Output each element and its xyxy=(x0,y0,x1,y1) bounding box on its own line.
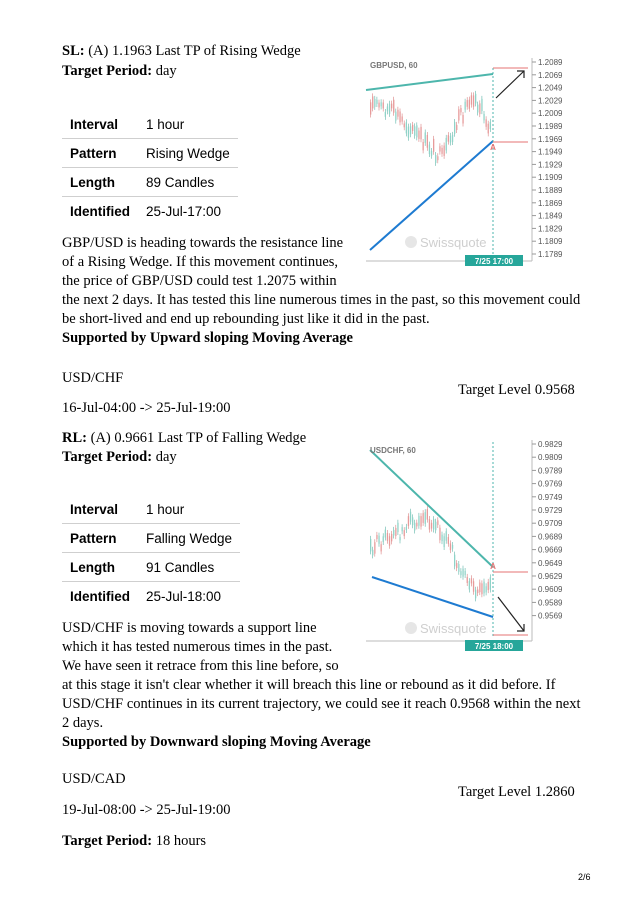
candle xyxy=(385,530,386,538)
candle xyxy=(477,590,478,594)
rl-label: RL: xyxy=(62,430,87,446)
axis-label: 1.1889 xyxy=(538,186,562,195)
support-line xyxy=(372,577,493,617)
candle xyxy=(465,571,466,575)
candle xyxy=(391,104,392,109)
axis-label: 0.9709 xyxy=(538,519,562,529)
candle xyxy=(416,125,417,137)
candle xyxy=(439,528,440,541)
candle xyxy=(404,530,405,536)
para-line: We have seen it retrace from this line before, so xyxy=(62,658,339,674)
axis-label: 1.1989 xyxy=(538,122,562,131)
candle xyxy=(483,114,484,120)
table-key: Pattern xyxy=(62,139,138,168)
chart-symbol: GBPUSD, 60 xyxy=(370,61,418,70)
candle xyxy=(486,586,487,592)
para-line: the next 2 days. It has tested this line numerous times in the past, so this movement could xyxy=(62,292,581,308)
candle xyxy=(473,581,474,591)
candle xyxy=(378,103,379,108)
axis-label: 1.1909 xyxy=(538,173,562,183)
candle xyxy=(376,535,377,539)
axis-label: 0.9589 xyxy=(538,598,562,608)
table-row xyxy=(62,495,240,524)
candle xyxy=(471,578,472,583)
candle xyxy=(458,564,459,572)
candle xyxy=(395,528,396,536)
candle xyxy=(475,590,476,599)
para-line: of a Rising Wedge. If this movement continues, xyxy=(62,254,339,270)
candle xyxy=(481,583,482,594)
table-value: 1 hour xyxy=(138,110,238,139)
sl-text: (A) 1.1963 Last TP of Rising Wedge xyxy=(88,43,301,59)
candle xyxy=(462,569,463,577)
candle xyxy=(469,581,470,589)
candle xyxy=(383,102,384,108)
axis-label: 0.9669 xyxy=(538,545,562,555)
table-row xyxy=(62,110,238,139)
target-period-label: Target Period: xyxy=(62,63,153,79)
table-key: Pattern xyxy=(62,524,138,553)
axis-label: 0.9649 xyxy=(538,558,562,568)
candle xyxy=(441,148,442,154)
candle xyxy=(452,135,453,142)
candle xyxy=(416,523,417,527)
candle xyxy=(372,550,373,556)
candle xyxy=(397,523,398,532)
candle xyxy=(448,537,449,544)
usdchf-pair: USD/CHF xyxy=(62,370,124,386)
axis-label: 0.9789 xyxy=(538,466,562,476)
table-key: Length xyxy=(62,168,138,197)
gbp-paragraph xyxy=(62,234,582,348)
table-key: Interval xyxy=(62,110,138,139)
axis-label: 1.1809 xyxy=(538,237,562,247)
candle xyxy=(490,577,491,589)
candle xyxy=(418,131,419,139)
chf-target-period xyxy=(62,448,362,467)
chf-rl-line xyxy=(62,429,362,448)
candle xyxy=(448,135,449,142)
chf-candles xyxy=(370,506,491,601)
table-key: Identified xyxy=(70,203,130,219)
candle xyxy=(437,520,438,525)
candle xyxy=(406,527,407,530)
axis-label: 1.2029 xyxy=(538,96,562,106)
para-line: 2 days. xyxy=(62,715,104,731)
candle xyxy=(404,123,405,127)
axis-label: 1.2049 xyxy=(538,83,562,93)
table-row xyxy=(62,139,238,168)
usdcad-pair: USD/CAD xyxy=(62,771,126,787)
candle xyxy=(378,536,379,544)
para-line: USD/CHF is moving towards a support line xyxy=(62,620,317,636)
candle xyxy=(456,125,457,130)
candle xyxy=(446,531,447,540)
candle xyxy=(458,109,459,120)
candle xyxy=(427,509,428,520)
axis-label: 1.2089 xyxy=(538,58,562,67)
chf-paragraph xyxy=(62,619,582,752)
candle xyxy=(406,122,407,133)
candle xyxy=(420,127,421,139)
axis-label: 0.9609 xyxy=(538,585,562,595)
candle xyxy=(486,119,487,127)
candle xyxy=(423,513,424,523)
supported-text: Supported by Upward sloping Moving Average xyxy=(62,330,353,346)
chf-info-table xyxy=(62,495,240,610)
candle xyxy=(452,545,453,549)
table-value: 25-Jul-18:00 xyxy=(146,588,222,604)
time-badge-label: 7/25 17:00 xyxy=(474,257,514,266)
candle xyxy=(387,106,388,111)
supported-line xyxy=(62,733,582,752)
candle xyxy=(389,104,390,114)
candle xyxy=(467,577,468,583)
axis-label: 1.1969 xyxy=(538,134,562,144)
gbp-info-table xyxy=(62,110,238,225)
table-value: 91 Candles xyxy=(138,553,240,582)
axis-label: 1.2069 xyxy=(538,70,562,80)
usdcad-target-period xyxy=(62,832,206,851)
gbp-target-period xyxy=(62,62,362,81)
resistance-line xyxy=(370,450,493,567)
candle xyxy=(441,535,442,542)
axis-label: 0.9749 xyxy=(538,492,562,502)
candle xyxy=(473,95,474,106)
projection-arrow xyxy=(496,71,524,98)
para-line: at this stage it isn't clear whether it will breach this line or rebound as it did before. If xyxy=(62,677,556,693)
candle xyxy=(456,563,457,568)
candle xyxy=(435,155,436,163)
para-line: GBP/USD is heading towards the resistance line xyxy=(62,235,344,251)
usdchf-range: 16-Jul-04:00 -> 25-Jul-19:00 xyxy=(62,400,231,416)
candle xyxy=(475,94,476,104)
candle xyxy=(389,536,390,546)
candle xyxy=(412,517,413,525)
candle xyxy=(420,516,421,526)
candle xyxy=(370,539,371,552)
candle xyxy=(402,527,403,531)
target-period-value: day xyxy=(155,63,177,79)
candle xyxy=(429,519,430,530)
target-period-value: 18 hours xyxy=(155,833,207,849)
candle xyxy=(408,127,409,138)
table-value: 25-Jul-17:00 xyxy=(146,203,222,219)
candle xyxy=(479,583,480,593)
axis-label: 1.1849 xyxy=(538,211,562,221)
candle xyxy=(444,145,445,155)
candle xyxy=(402,116,403,121)
candle xyxy=(414,523,415,531)
candle xyxy=(490,122,491,129)
candle xyxy=(372,96,373,108)
candle xyxy=(465,102,466,110)
candle xyxy=(387,533,388,541)
candle xyxy=(477,105,478,113)
candle xyxy=(370,102,371,114)
candle xyxy=(462,115,463,124)
candle xyxy=(488,124,489,134)
supported-text: Supported by Downward sloping Moving Average xyxy=(62,734,371,750)
candle xyxy=(381,544,382,551)
marker-a: A xyxy=(490,562,496,571)
table-key: Length xyxy=(62,553,138,582)
para-line: USD/CHF continues in its current trajectory, we could see it reach 0.9568 within the next xyxy=(62,696,581,712)
gbp-axis-labels xyxy=(532,58,562,259)
axis-label: 0.9629 xyxy=(538,572,562,581)
candle xyxy=(408,516,409,526)
rl-text: (A) 0.9661 Last TP of Falling Wedge xyxy=(90,430,307,446)
table-row xyxy=(62,197,238,226)
candle xyxy=(399,537,400,540)
usdcad-target-level: Target Level 1.2860 xyxy=(458,784,575,800)
candle xyxy=(483,582,484,594)
axis-label: 1.1829 xyxy=(538,224,562,234)
sl-label: SL: xyxy=(62,43,85,59)
axis-label: 0.9689 xyxy=(538,532,562,542)
table-value: 89 Candles xyxy=(138,168,238,197)
para-line: which it has tested numerous times in the past. xyxy=(62,639,333,655)
axis-label: 0.9809 xyxy=(538,453,562,463)
axis-label: 0.9829 xyxy=(538,440,562,449)
candle xyxy=(425,512,426,524)
gbp-candles xyxy=(370,91,491,166)
table-row xyxy=(62,553,240,582)
candle xyxy=(374,542,375,553)
target-period-label: Target Period: xyxy=(62,833,153,849)
axis-label: 0.9729 xyxy=(538,506,562,515)
chf-axis-labels xyxy=(532,440,562,621)
gbp-sl-line xyxy=(62,42,362,61)
table-row xyxy=(62,582,240,611)
candle xyxy=(479,103,480,114)
axis-label: 0.9769 xyxy=(538,479,562,489)
candle xyxy=(431,151,432,156)
usdchf-target-level: Target Level 0.9568 xyxy=(458,382,575,398)
chart-symbol: USDCHF, 60 xyxy=(370,446,416,455)
candle xyxy=(431,523,432,529)
axis-label: 1.1789 xyxy=(538,250,562,259)
candle xyxy=(469,100,470,109)
candle xyxy=(454,122,455,134)
table-row xyxy=(62,168,238,197)
axis-label: 0.9569 xyxy=(538,611,562,621)
candle xyxy=(471,95,472,104)
candle xyxy=(437,156,438,160)
candle xyxy=(435,522,436,531)
candle xyxy=(454,555,455,567)
candle xyxy=(376,100,377,104)
candle xyxy=(418,516,419,526)
axis-label: 1.1949 xyxy=(538,147,562,157)
resistance-line xyxy=(366,74,493,90)
candle xyxy=(410,512,411,522)
table-key: Identified xyxy=(70,588,130,604)
table-value: Falling Wedge xyxy=(138,524,240,553)
candle xyxy=(433,139,434,152)
candle xyxy=(393,530,394,536)
candle xyxy=(446,138,447,151)
candle xyxy=(433,519,434,529)
target-period-value: day xyxy=(155,449,177,465)
candle xyxy=(391,534,392,541)
para-line: the price of GBP/USD could test 1.2075 within xyxy=(62,273,337,289)
candle xyxy=(410,126,411,134)
page-number: 2/6 xyxy=(578,872,591,882)
usdcad-range: 19-Jul-08:00 -> 25-Jul-19:00 xyxy=(62,802,231,818)
candle xyxy=(423,142,424,150)
candle xyxy=(460,108,461,112)
candle xyxy=(427,135,428,148)
candle xyxy=(385,112,386,117)
candle xyxy=(374,99,375,107)
table-key: Interval xyxy=(62,495,138,524)
watermark-brand: Swissquote xyxy=(420,621,487,636)
candle xyxy=(450,136,451,143)
candle xyxy=(381,102,382,106)
candle xyxy=(460,571,461,575)
candle xyxy=(412,125,413,131)
candle xyxy=(481,99,482,111)
candle xyxy=(425,132,426,142)
target-period-label: Target Period: xyxy=(62,449,153,465)
candle xyxy=(383,536,384,542)
watermark-brand: Swissquote xyxy=(420,235,487,250)
axis-label: 1.1869 xyxy=(538,198,562,208)
table-row xyxy=(62,524,240,553)
candle xyxy=(429,145,430,154)
supported-line xyxy=(62,329,582,348)
candle xyxy=(444,536,445,547)
time-badge-label: 7/25 18:00 xyxy=(474,642,514,651)
candle xyxy=(397,110,398,117)
para-line: be short-lived and end up rebounding just like it did in the past. xyxy=(62,311,430,327)
candle xyxy=(393,100,394,113)
candle xyxy=(399,111,400,122)
table-value: 1 hour xyxy=(138,495,240,524)
candle xyxy=(395,112,396,121)
candle xyxy=(488,582,489,590)
candle xyxy=(450,543,451,550)
axis-label: 1.1929 xyxy=(538,160,562,170)
candle xyxy=(439,146,440,151)
candle xyxy=(414,126,415,135)
candle xyxy=(467,100,468,107)
table-value: Rising Wedge xyxy=(138,139,238,168)
axis-label: 1.2009 xyxy=(538,109,562,119)
marker-a: A xyxy=(490,143,496,152)
